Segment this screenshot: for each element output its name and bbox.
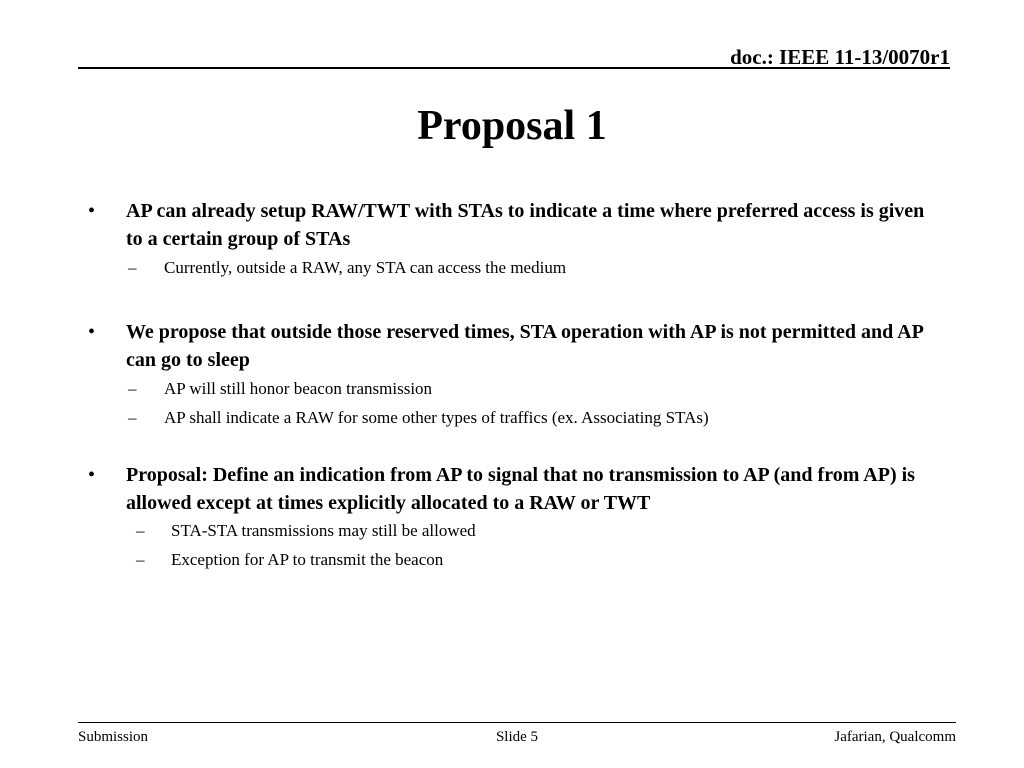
footer-author: Jafarian, Qualcomm <box>834 729 956 745</box>
document-id: doc.: IEEE 11-13/0070r1 <box>730 45 950 69</box>
bullet-text: We propose that outside those reserved times, STA operation with AP is not permitted and AP can go to sleep <box>126 321 923 371</box>
sub-bullet-marker: – <box>136 521 145 540</box>
bullet-marker: • <box>88 200 96 222</box>
footer-divider <box>78 722 956 723</box>
bullet-marker: • <box>88 321 96 343</box>
bullet-text: AP can already setup RAW/TWT with STAs to indicate a time where preferred access is given to a certain group of STAs <box>126 200 925 250</box>
footer-submission: Submission <box>78 729 149 745</box>
sub-bullet-marker: – <box>128 408 137 427</box>
sub-bullet-text: STA-STA transmissions may still be allowed <box>171 521 476 540</box>
bullet-marker: • <box>88 464 96 486</box>
footer-slide-number: Slide 5 <box>495 729 539 745</box>
sub-bullet-text: Exception for AP to transmit the beacon <box>171 550 444 569</box>
sub-bullet-marker: – <box>136 550 145 569</box>
sub-bullet-text: Currently, outside a RAW, any STA can access the medium <box>164 258 567 277</box>
slide-title: Proposal 1 <box>417 103 607 149</box>
sub-bullet-marker: – <box>128 379 137 398</box>
sub-bullet-marker: – <box>128 258 137 277</box>
sub-bullet-text: AP shall indicate a RAW for some other types of traffics (ex. Associating STAs) <box>164 408 709 427</box>
sub-bullet-text: AP will still honor beacon transmission <box>164 379 433 398</box>
bullet-text: Proposal: Define an indication from AP to signal that no transmission to AP (and from AP) is allowed except at times explicitly allocated to a RAW or TWT <box>126 464 915 514</box>
